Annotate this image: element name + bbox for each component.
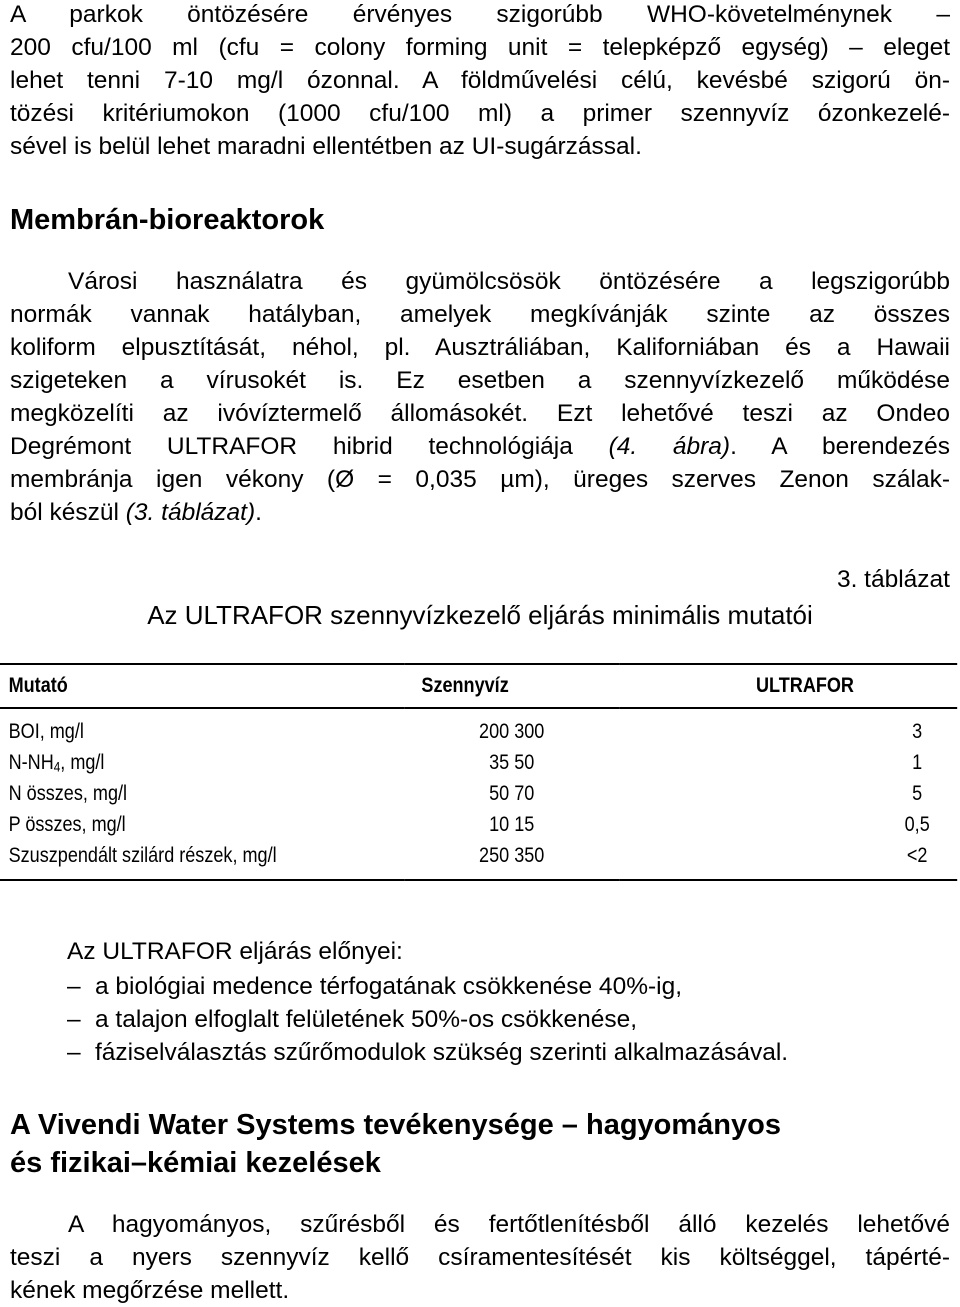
text-line: koliform elpusztítását, néhol, pl. Ausztráliában, Kaliforniában és a Hawaii: [10, 334, 950, 361]
table-header-row: [0, 664, 957, 708]
membran-paragraph: [10, 265, 950, 529]
dash-bullet: –: [67, 1006, 81, 1033]
table-title: Az ULTRAFOR szennyvízkezelő eljárás minimális mutatói: [147, 600, 813, 630]
header-ultrafor: ULTRAFOR: [756, 674, 854, 697]
list-item: [67, 1003, 788, 1036]
cell-szennyviz: 10 15: [489, 812, 535, 836]
text-line: teszi a nyers szennyvíz kellő csíramentesítését kis költséggel, tápérté-: [10, 1244, 950, 1271]
ultrafor-table: [0, 663, 957, 881]
cell-szennyviz: 200 300: [479, 719, 545, 743]
list-item: [67, 1036, 788, 1069]
cell-ultrafor: 5: [912, 781, 923, 805]
cell-szennyviz: 50 70: [489, 781, 535, 805]
cell-mutato: Szuszpendált szilárd részek, mg/l: [8, 843, 277, 867]
cell-mutato: BOI, mg/l: [8, 719, 84, 743]
figure-reference: (4. ábra): [608, 433, 731, 460]
table-number: 3. táblázat: [836, 566, 950, 593]
text-line: membránja igen vékony (Ø = 0,035 µm), üreges szerves Zenon szálak-: [10, 466, 950, 493]
cell-szennyviz: 250 350: [479, 843, 545, 867]
cell-szennyviz: 35 50: [489, 750, 535, 774]
table-row: [0, 708, 957, 747]
cell-ultrafor: 1: [912, 750, 923, 774]
dash-bullet: –: [67, 973, 81, 1000]
text-line: 200 cfu/100 ml (cfu = colony forming unit = telepképző egység) – eleget: [10, 34, 950, 61]
table-reference: (3. táblázat): [125, 499, 256, 526]
list-item-text: fáziselválasztás szűrőmodulok szükség szerinti alkalmazásával.: [95, 1039, 789, 1066]
text-line: A parkok öntözésére érvényes szigorúbb WHO-követelménynek –: [10, 1, 950, 28]
text-line: megközelíti az ivóvíztermelő állomásokét. Ezt lehetővé teszi az Ondeo: [10, 400, 950, 427]
text-run: . A berendezés: [730, 433, 950, 460]
table-row: [0, 778, 957, 809]
text-line: A hagyományos, szűrésből és fertőtlenítésből álló kezelés lehetővé: [68, 1211, 950, 1238]
text-run: , mg/l: [60, 750, 105, 774]
list-item-text: a biológiai medence térfogatának csökkenése 40%-ig,: [95, 973, 683, 1000]
text-line: [10, 430, 950, 463]
cell-ultrafor: <2: [906, 843, 928, 867]
table-row: [0, 840, 957, 880]
text-run: Degrémont ULTRAFOR hibrid technológiája: [10, 433, 609, 460]
subscript: 4: [53, 759, 61, 775]
text-line: normák vannak hatályban, amelyek megkívánják szinte az összes: [10, 301, 950, 328]
text-line: lehet tenni 7-10 mg/l ózonnal. A földművelési célú, kevésbé szigorú ön-: [10, 67, 950, 94]
list-item-text: a talajon elfoglalt felületének 50%-os csökkenése,: [95, 1006, 638, 1033]
advantages-list: [67, 970, 788, 1069]
text-line: sével is belül lehet maradni ellentétben az UI-sugárzással.: [10, 133, 642, 160]
text-run: .: [255, 499, 262, 526]
text-line: [10, 496, 950, 529]
heading-line: A Vivendi Water Systems tevékenysége – hagyományos: [10, 1109, 781, 1141]
text-line: Városi használatra és gyümölcsösök öntözésére a legszigorúbb: [68, 268, 950, 295]
header-mutato: Mutató: [8, 674, 68, 697]
text-line: kének megőrzése mellett.: [10, 1277, 290, 1304]
table-row: [0, 747, 957, 778]
text-line: tözési kritériumokon (1000 cfu/100 ml) a primer szennyvíz ózonkezelé-: [10, 100, 950, 127]
header-szennyviz: Szennyvíz: [421, 674, 509, 697]
cell-mutato: P összes, mg/l: [8, 812, 126, 836]
table-row: [0, 809, 957, 840]
cell-mutato: N összes, mg/l: [8, 781, 128, 805]
heading-line: és fizikai–kémiai kezelések: [10, 1147, 381, 1179]
dash-bullet: –: [67, 1039, 81, 1066]
text-run: N-NH: [8, 750, 54, 774]
vivendi-paragraph: [10, 1208, 950, 1307]
section-heading-membran: Membrán-bioreaktorok: [10, 204, 325, 236]
list-item: [67, 970, 788, 1003]
cell-mutato: [0, 747, 404, 778]
cell-ultrafor: 3: [912, 719, 923, 743]
text-line: szigeteken a vírusokét is. Ez esetben a szennyvízkezelő működése: [10, 367, 950, 394]
intro-paragraph: [10, 0, 950, 163]
section-heading-vivendi: [10, 1106, 950, 1182]
cell-ultrafor: 0,5: [904, 812, 930, 836]
advantages-title: Az ULTRAFOR eljárás előnyei:: [67, 938, 403, 965]
text-run: ból készül: [10, 499, 126, 526]
